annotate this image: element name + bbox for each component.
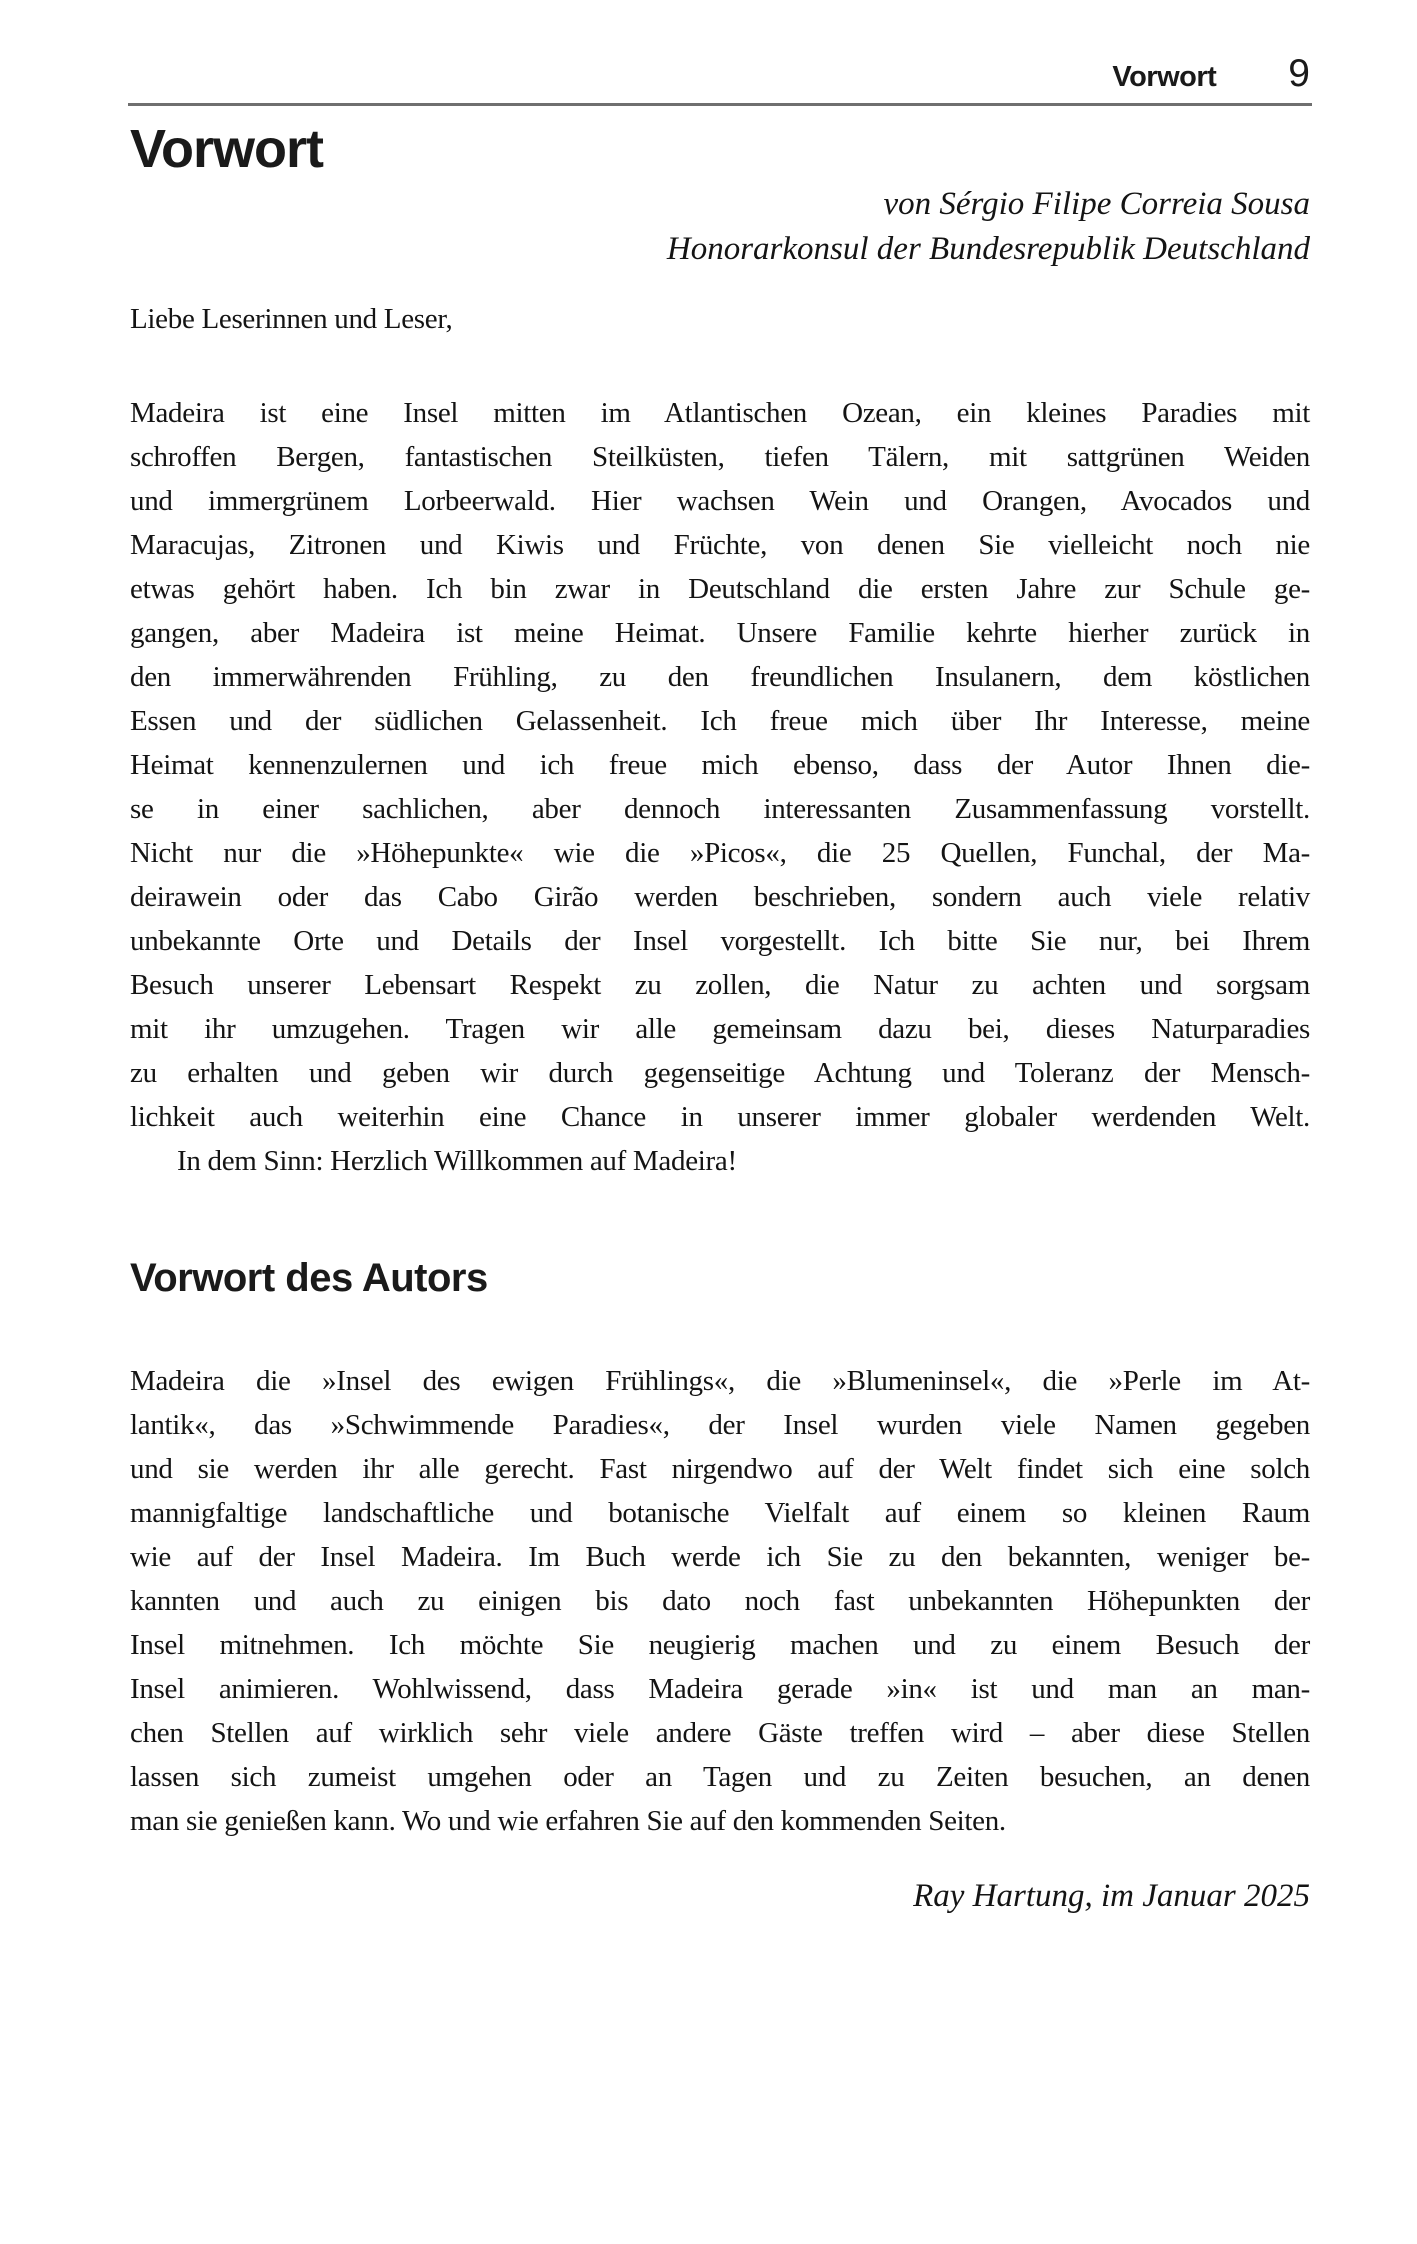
text-line: mit ihr umzugehen. Tragen wir alle gemeinsam dazu bei, dieses Naturparadies: [130, 1013, 1310, 1045]
preface-heading: Vorwort: [130, 119, 323, 179]
text-line: deirawein oder das Cabo Girão werden beschrieben, sondern auch viele relativ: [130, 881, 1310, 913]
preface-byline: [130, 182, 1310, 272]
text-line: mannigfaltige landschaftliche und botanische Vielfalt auf einem so kleinen Raum: [130, 1497, 1310, 1529]
text-line: chen Stellen auf wirklich sehr viele andere Gäste treffen wird – aber diese Stellen: [130, 1717, 1310, 1749]
text-line: etwas gehört haben. Ich bin zwar in Deutschland die ersten Jahre zur Schule ge-: [130, 573, 1310, 605]
text-line: Nicht nur die »Höhepunkte« wie die »Picos«, die 25 Quellen, Funchal, der Ma-: [130, 837, 1310, 869]
text-line: lassen sich zumeist umgehen oder an Tagen und zu Zeiten besuchen, an denen: [130, 1761, 1310, 1793]
text-line: In dem Sinn: Herzlich Willkommen auf Madeira!: [177, 1145, 737, 1177]
text-line: Honorarkonsul der Bundesrepublik Deutschland: [666, 231, 1310, 267]
text-line: Madeira ist eine Insel mitten im Atlantischen Ozean, ein kleines Paradies mit: [130, 397, 1310, 429]
text-line: und immergrünem Lorbeerwald. Hier wachsen Wein und Orangen, Avocados und: [130, 485, 1310, 517]
text-line: und sie werden ihr alle gerecht. Fast nirgendwo auf der Welt findet sich eine solch: [130, 1453, 1310, 1485]
salutation: Liebe Leserinnen und Leser,: [130, 303, 453, 335]
text-line: gangen, aber Madeira ist meine Heimat. Unsere Familie kehrte hierher zurück in: [130, 617, 1310, 649]
header-rule: [128, 103, 1312, 106]
running-head-section-label: Vorwort: [1112, 61, 1217, 93]
text-line: Madeira die »Insel des ewigen Frühlings«, die »Blumeninsel«, die »Perle im At-: [130, 1365, 1310, 1397]
text-line: lantik«, das »Schwimmende Paradies«, der Insel wurden viele Namen gegeben: [130, 1409, 1310, 1441]
text-line: Besuch unserer Lebensart Respekt zu zollen, die Natur zu achten und sorgsam: [130, 969, 1310, 1001]
text-line: Insel mitnehmen. Ich möchte Sie neugierig machen und zu einem Besuch der: [130, 1629, 1310, 1661]
text-line: man sie genießen kann. Wo und wie erfahren Sie auf den kommenden Seiten.: [130, 1805, 1006, 1837]
running-head: [130, 52, 1310, 96]
text-line: den immerwährenden Frühling, zu den freundlichen Insulanern, dem köstlichen: [130, 661, 1310, 693]
text-line: schroffen Bergen, fantastischen Steilküsten, tiefen Tälern, mit sattgrünen Weiden: [130, 441, 1310, 473]
text-line: Maracujas, Zitronen und Kiwis und Früchte, von denen Sie vielleicht noch nie: [130, 529, 1310, 561]
page-number: 9: [1288, 52, 1310, 95]
text-line: Essen und der südlichen Gelassenheit. Ich freue mich über Ihr Interesse, meine: [130, 705, 1310, 737]
text-line: zu erhalten und geben wir durch gegenseitige Achtung und Toleranz der Mensch-: [130, 1057, 1310, 1089]
text-line: lichkeit auch weiterhin eine Chance in unserer immer globaler werdenden Welt.: [130, 1101, 1310, 1133]
author-signature: Ray Hartung, im Januar 2025: [913, 1878, 1310, 1914]
text-line: unbekannte Orte und Details der Insel vorgestellt. Ich bitte Sie nur, bei Ihrem: [130, 925, 1310, 957]
preface-paragraph: [130, 391, 1310, 1183]
text-line: wie auf der Insel Madeira. Im Buch werde ich Sie zu den bekannten, weniger be-: [130, 1541, 1310, 1573]
text-line: Heimat kennenzulernen und ich freue mich ebenso, dass der Autor Ihnen die-: [130, 749, 1310, 781]
author-preface-heading: Vorwort des Autors: [130, 1256, 488, 1300]
text-line: Insel animieren. Wohlwissend, dass Madeira gerade »in« ist und man an man-: [130, 1673, 1310, 1705]
text-line: kannten und auch zu einigen bis dato noch fast unbekannten Höhepunkten der: [130, 1585, 1310, 1617]
text-line: von Sérgio Filipe Correia Sousa: [883, 186, 1310, 222]
text-line: se in einer sachlichen, aber dennoch interessanten Zusammenfassung vorstellt.: [130, 793, 1310, 825]
author-preface-paragraph: [130, 1359, 1310, 1843]
